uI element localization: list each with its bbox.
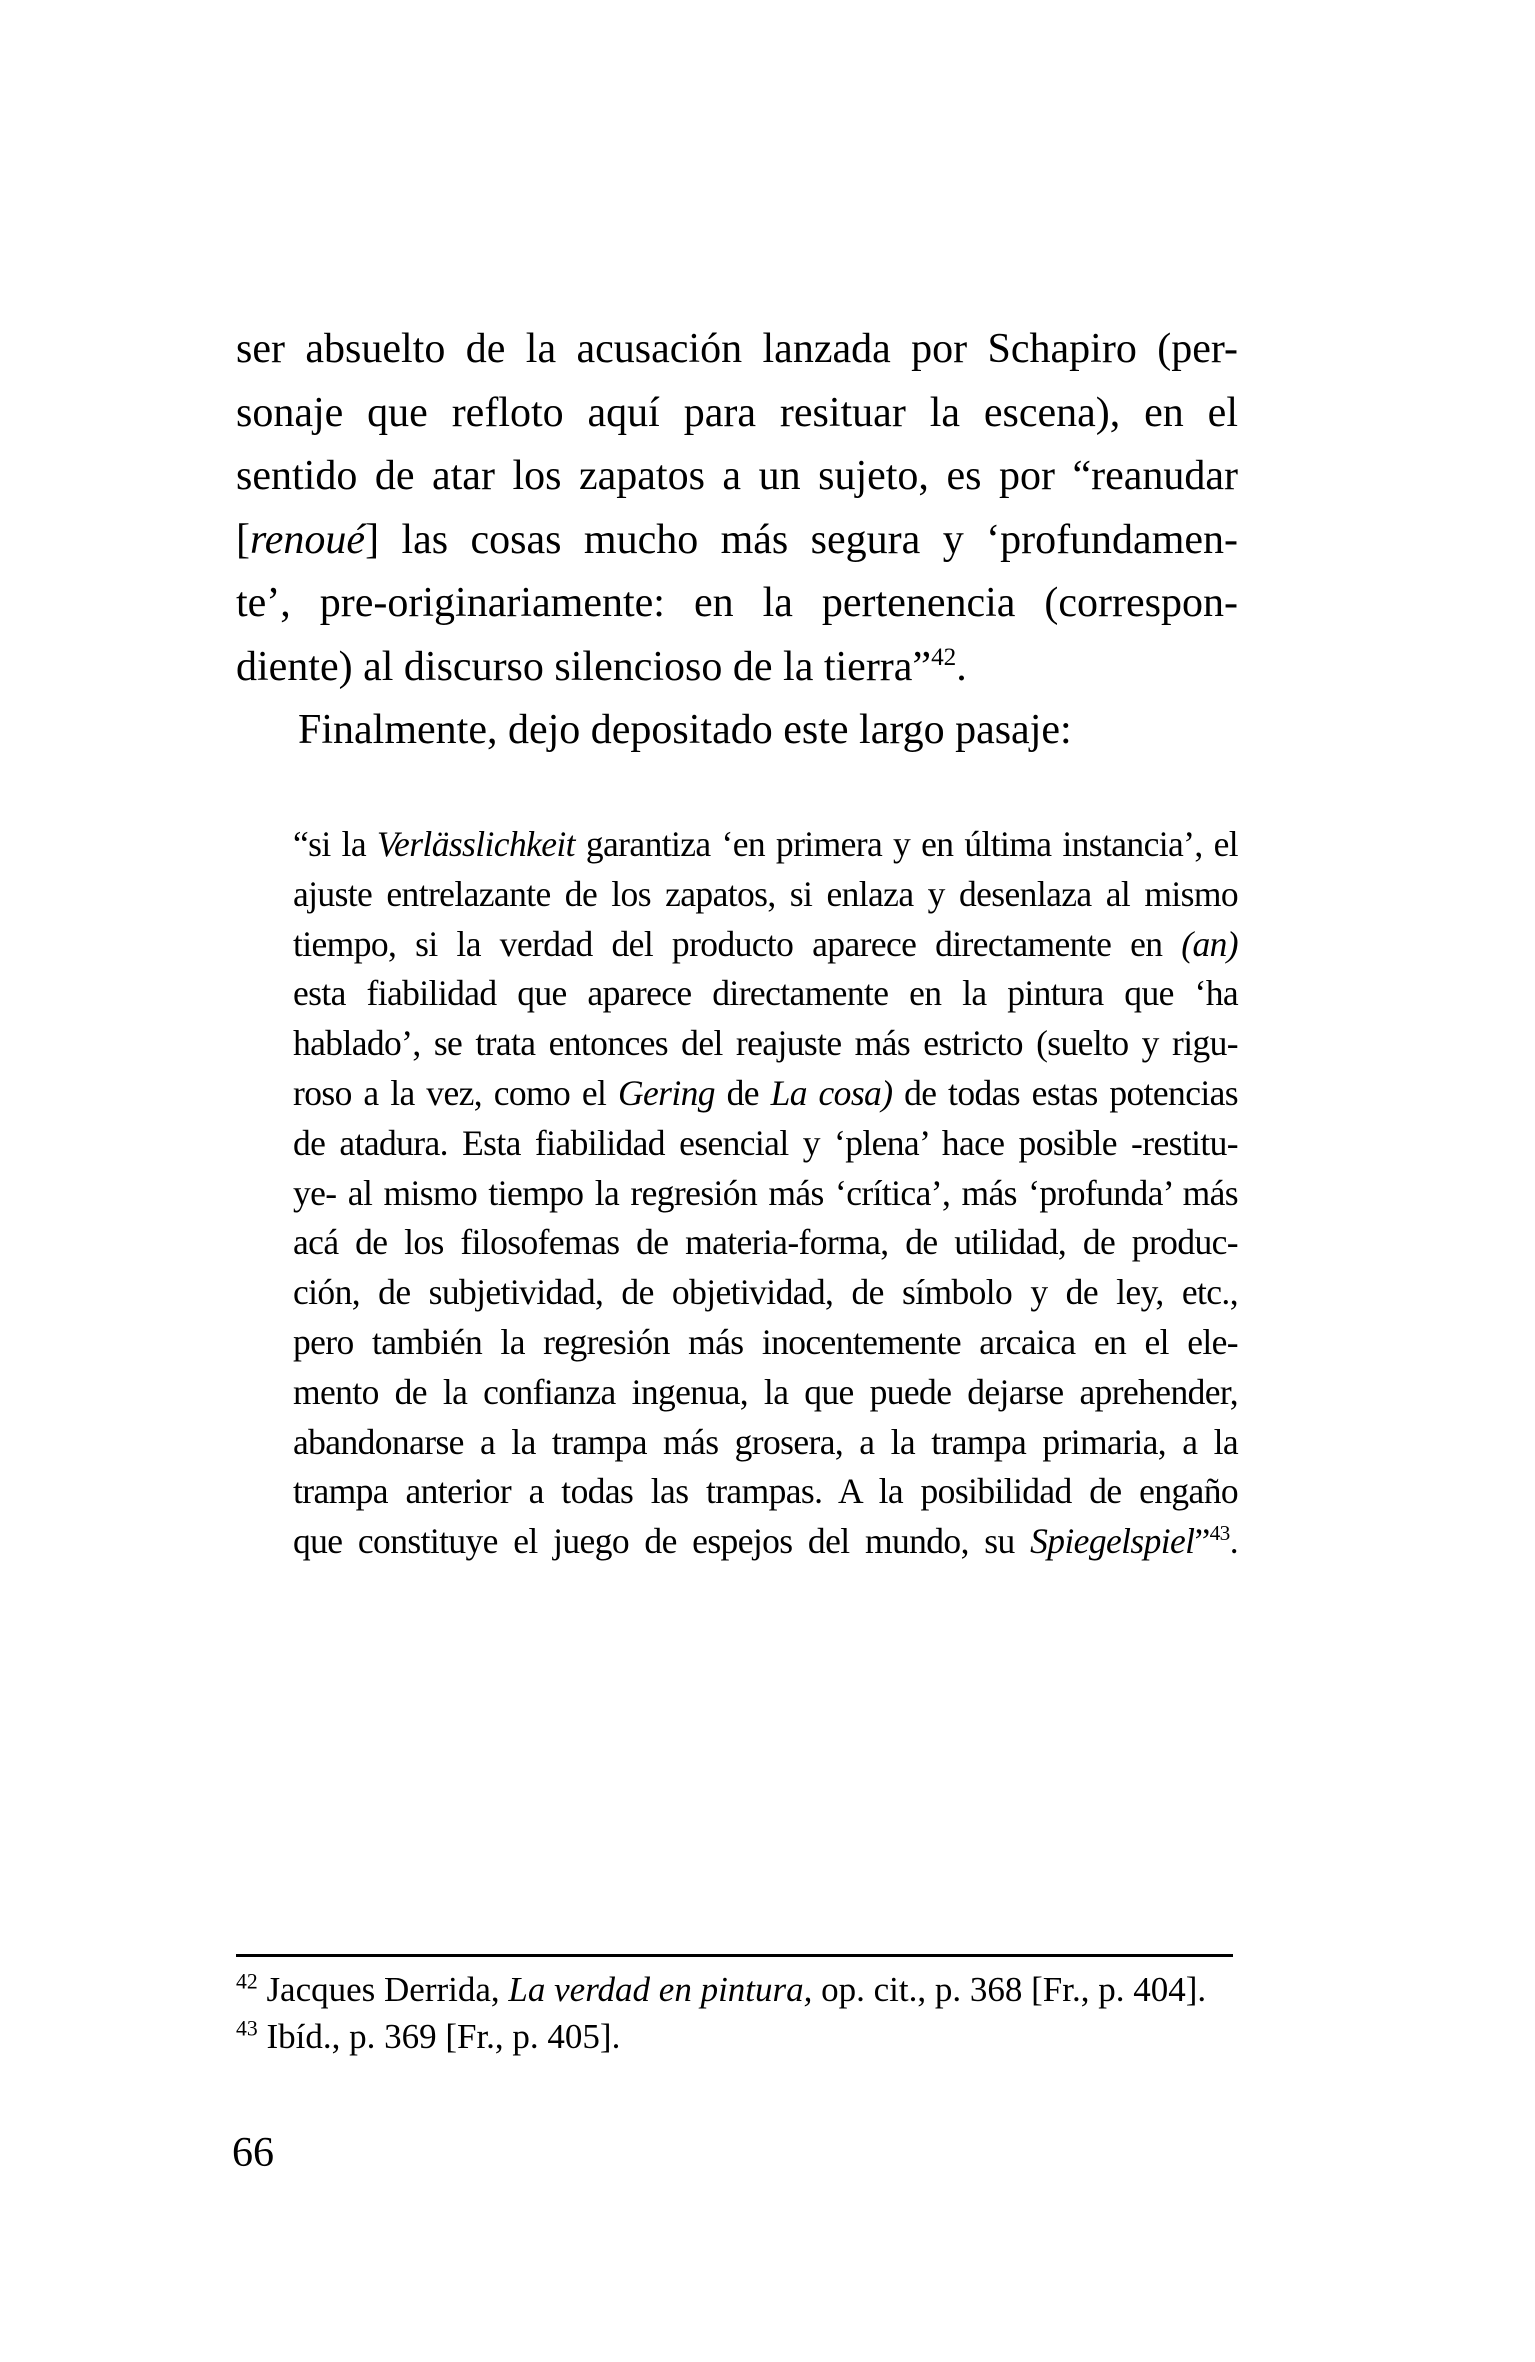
quote-line: ajuste entrelazante de los zapatos, si enlaza y desenlaza al mismo xyxy=(293,873,1238,914)
text-run: ] las cosas mucho más segura y ‘profundamen- xyxy=(365,516,1238,563)
footnote-divider xyxy=(236,1954,1233,1957)
italic-term: renoué xyxy=(250,516,366,563)
footnote-42 xyxy=(236,1966,1236,2013)
body-line: ser absuelto de la acusación lanzada por Schapiro (per- xyxy=(236,326,1238,372)
quote-line: mento de la confianza ingenua, la que puede dejarse aprehender, xyxy=(293,1371,1238,1412)
footnotes xyxy=(236,1966,1236,2060)
quote-line xyxy=(293,820,1238,870)
quote-line: acá de los filosofemas de materia-forma, de utilidad, de produc- xyxy=(293,1222,1238,1263)
block-quote xyxy=(293,820,1238,1567)
quote-line: abandonarse a la trampa más grosera, a la trampa primaria, a la xyxy=(293,1421,1238,1462)
text-run: Jacques Derrida, xyxy=(257,1970,509,2009)
body-line xyxy=(236,509,1238,573)
footnote-43 xyxy=(236,2013,1236,2060)
page-number: 66 xyxy=(232,2130,274,2176)
text-run: roso a la vez, como el xyxy=(293,1072,618,1113)
italic-term: Spiegelspiel xyxy=(1030,1521,1195,1562)
footnote-ref-42[interactable]: 42 xyxy=(931,643,957,671)
quote-line xyxy=(293,920,1238,970)
text-run: [ xyxy=(236,516,250,563)
italic-term: Gering xyxy=(617,1072,715,1113)
text-run: “si la xyxy=(293,824,377,864)
text-run: . xyxy=(1229,1521,1238,1562)
body-text xyxy=(236,318,1238,763)
italic-term: Verlässlichkeit xyxy=(376,824,575,864)
text-run: . xyxy=(956,643,967,690)
text-run: Ibíd., p. 369 [Fr., p. 405]. xyxy=(257,2017,621,2056)
italic-term: La cosa) xyxy=(770,1072,893,1113)
body-line: te’, pre-originariamente: en la pertenencia (correspon- xyxy=(236,580,1238,626)
quote-line xyxy=(293,1517,1238,1567)
text-run: de xyxy=(714,1072,771,1113)
quote-line: trampa anterior a todas las trampas. A la posibilidad de engaño xyxy=(293,1471,1238,1512)
text-run: que constituye el juego de espejos del mundo, su xyxy=(293,1521,1031,1562)
italic-term: (an) xyxy=(1181,923,1238,964)
quote-line: ción, de subjetividad, de objetividad, de símbolo y de ley, etc., xyxy=(293,1272,1238,1313)
quote-line: de atadura. Esta fiabilidad esencial y ‘plena’ hace posible -restitu- xyxy=(293,1122,1238,1163)
italic-title: La verdad en pintura, xyxy=(508,1970,813,2009)
text-run: garantiza ‘en primera y en última instancia’, el xyxy=(574,824,1238,864)
footnote-number: 42 xyxy=(236,1969,258,1994)
quote-line: ye- al mismo tiempo la regresión más ‘crítica’, más ‘profunda’ más xyxy=(293,1172,1238,1213)
paragraph-intro: Finalmente, dejo depositado este largo pasaje: xyxy=(298,707,1072,753)
text-run: op. cit., p. 368 [Fr., p. 404]. xyxy=(812,1970,1207,2009)
quote-line xyxy=(293,1069,1238,1119)
body-line xyxy=(236,636,1238,700)
footnote-ref-43[interactable]: 43 xyxy=(1209,1521,1230,1546)
quote-line: hablado’, se trata entonces del reajuste más estricto (suelto y rigu- xyxy=(293,1023,1238,1064)
footnote-number: 43 xyxy=(236,2016,258,2041)
text-run: diente) al discurso silencioso de la tierra” xyxy=(236,643,932,690)
body-line: sentido de atar los zapatos a un sujeto, es por “reanudar xyxy=(236,453,1238,499)
text-run: de todas estas potencias xyxy=(892,1072,1238,1113)
quote-line: pero también la regresión más inocentemente arcaica en el ele- xyxy=(293,1321,1238,1362)
text-run: tiempo, si la verdad del producto aparece directamente en xyxy=(293,923,1182,964)
quote-line: esta fiabilidad que aparece directamente en la pintura que ‘ha xyxy=(293,973,1238,1014)
text-run: ” xyxy=(1194,1521,1210,1562)
body-line: sonaje que refloto aquí para resituar la escena), en el xyxy=(236,389,1238,436)
